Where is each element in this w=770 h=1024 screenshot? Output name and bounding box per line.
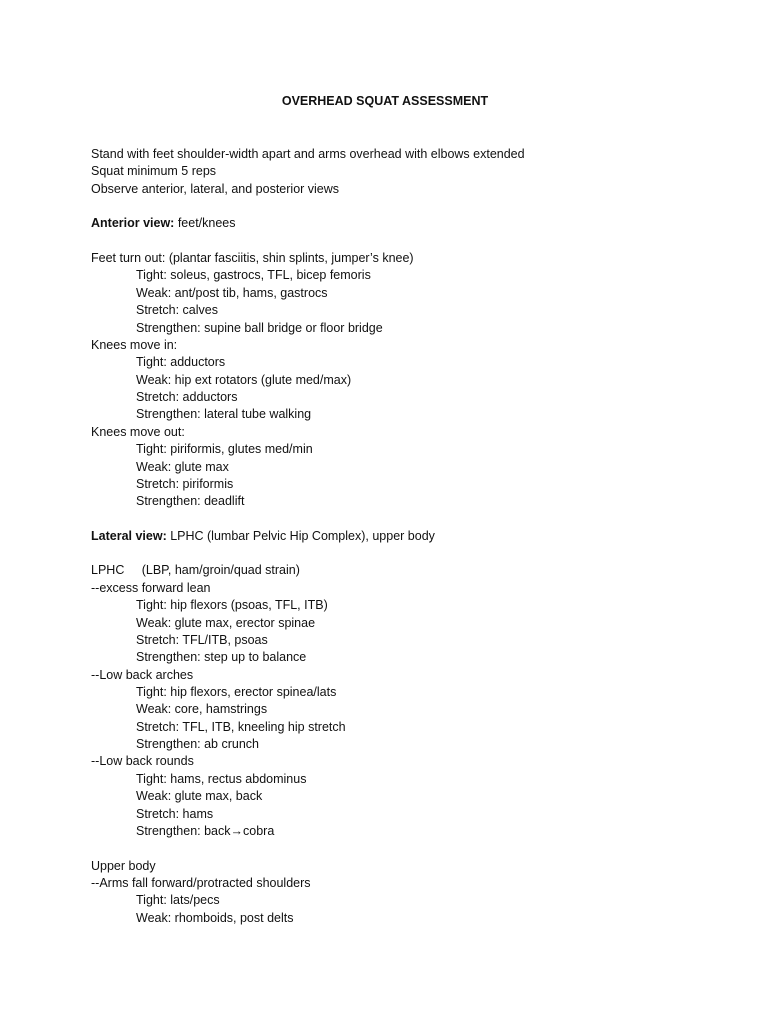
knees-out-label: Knees move out: — [91, 425, 185, 439]
feet-turn-out-tight: Tight: soleus, gastrocs, TFL, bicep femoris — [136, 268, 371, 282]
knees-in-tight: Tight: adductors — [136, 355, 226, 369]
anterior-view-focus: feet/knees — [174, 216, 236, 230]
back-arches-label: --Low back arches — [91, 668, 194, 682]
lateral-view-label: Lateral view: — [91, 529, 167, 543]
knees-in-stretch: Stretch: adductors — [136, 390, 238, 404]
back-rounds-tight: Tight: hams, rectus abdominus — [136, 772, 307, 786]
intro-line-stance: Stand with feet shoulder-width apart and arms overhead with elbows extended — [91, 147, 525, 161]
forward-lean-stretch: Stretch: TFL/ITB, psoas — [136, 633, 268, 647]
back-arches-strengthen: Strengthen: ab crunch — [136, 737, 259, 751]
back-arches-tight: Tight: hip flexors, erector spinea/lats — [136, 685, 337, 699]
feet-turn-out-label: Feet turn out: (plantar fasciitis, shin splints, jumper’s knee) — [91, 251, 414, 265]
anterior-view-label: Anterior view: — [91, 216, 175, 230]
lateral-view-heading — [91, 528, 435, 545]
lateral-view-focus: LPHC (lumbar Pelvic Hip Complex), upper body — [166, 529, 435, 543]
knees-in-label: Knees move in: — [91, 338, 178, 352]
arms-fall-forward-label: --Arms fall forward/protracted shoulders — [91, 876, 311, 890]
back-rounds-weak: Weak: glute max, back — [136, 789, 263, 803]
feet-turn-out-strengthen: Strengthen: supine ball bridge or floor bridge — [136, 321, 383, 335]
knees-out-tight: Tight: piriformis, glutes med/min — [136, 442, 313, 456]
knees-out-weak: Weak: glute max — [136, 460, 229, 474]
back-rounds-strengthen: Strengthen: back→cobra — [136, 824, 275, 838]
intro-line-views: Observe anterior, lateral, and posterior views — [91, 182, 340, 196]
arms-fall-forward-tight: Tight: lats/pecs — [136, 893, 220, 907]
back-rounds-label: --Low back rounds — [91, 754, 194, 768]
intro-line-reps: Squat minimum 5 reps — [91, 164, 217, 178]
feet-turn-out-stretch: Stretch: calves — [136, 303, 218, 317]
knees-out-stretch: Stretch: piriformis — [136, 477, 234, 491]
back-arches-stretch: Stretch: TFL, ITB, kneeling hip stretch — [136, 720, 346, 734]
knees-out-strengthen: Strengthen: deadlift — [136, 494, 245, 508]
forward-lean-weak: Weak: glute max, erector spinae — [136, 616, 316, 630]
feet-turn-out-weak: Weak: ant/post tib, hams, gastrocs — [136, 286, 328, 300]
forward-lean-label: --excess forward lean — [91, 581, 211, 595]
forward-lean-tight: Tight: hip flexors (psoas, TFL, ITB) — [136, 598, 328, 612]
back-rounds-stretch: Stretch: hams — [136, 807, 214, 821]
knees-in-weak: Weak: hip ext rotators (glute med/max) — [136, 373, 352, 387]
forward-lean-strengthen: Strengthen: step up to balance — [136, 650, 307, 664]
anterior-view-heading — [91, 215, 236, 232]
knees-in-strengthen: Strengthen: lateral tube walking — [136, 407, 312, 421]
upper-body-label: Upper body — [91, 859, 156, 873]
arms-fall-forward-weak: Weak: rhomboids, post delts — [136, 911, 294, 925]
lphc-label: LPHC (LBP, ham/groin/quad strain) — [91, 563, 300, 577]
back-arches-weak: Weak: core, hamstrings — [136, 702, 268, 716]
document-title: OVERHEAD SQUAT ASSESSMENT — [281, 94, 489, 108]
